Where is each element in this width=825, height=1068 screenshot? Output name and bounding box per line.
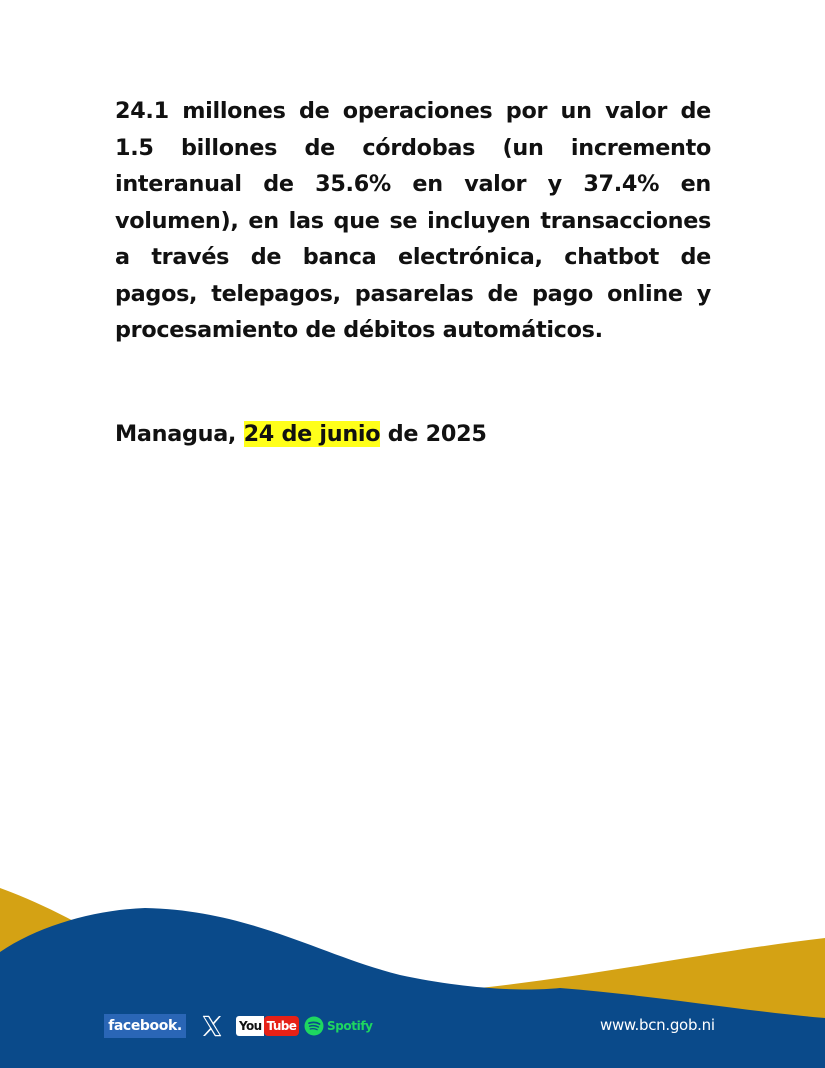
youtube-you-label: You (236, 1016, 264, 1036)
spotify-logo[interactable] (304, 1014, 373, 1038)
highlighted-date: 24 de junio (243, 421, 381, 447)
dateline (115, 417, 487, 451)
youtube-tube-label: Tube (264, 1016, 300, 1036)
dateline-city: Managua, (115, 421, 237, 447)
x-logo-icon[interactable] (201, 1014, 223, 1038)
spotify-label: Spotify (327, 1019, 373, 1033)
spotify-icon (304, 1016, 324, 1036)
website-link[interactable]: www.bcn.gob.ni (600, 1016, 715, 1034)
dateline-year: de 2025 (387, 421, 487, 447)
body-paragraph: 24.1 millones de operaciones por un valor de 1.5 billones de córdobas (un incremento interanual de 35.6% en valor y 37.4% en volumen), en las que se incluyen transacciones a través de banca electrónica, chatbot de pagos, telepagos, pasarelas de pago online y procesamiento de débitos automáticos. (115, 98, 711, 343)
youtube-logo[interactable] (236, 1014, 299, 1038)
facebook-logo[interactable] (104, 1014, 186, 1038)
x-icon (201, 1015, 223, 1037)
footer-wave-decoration (0, 880, 825, 1068)
facebook-label: facebook. (108, 1018, 182, 1034)
